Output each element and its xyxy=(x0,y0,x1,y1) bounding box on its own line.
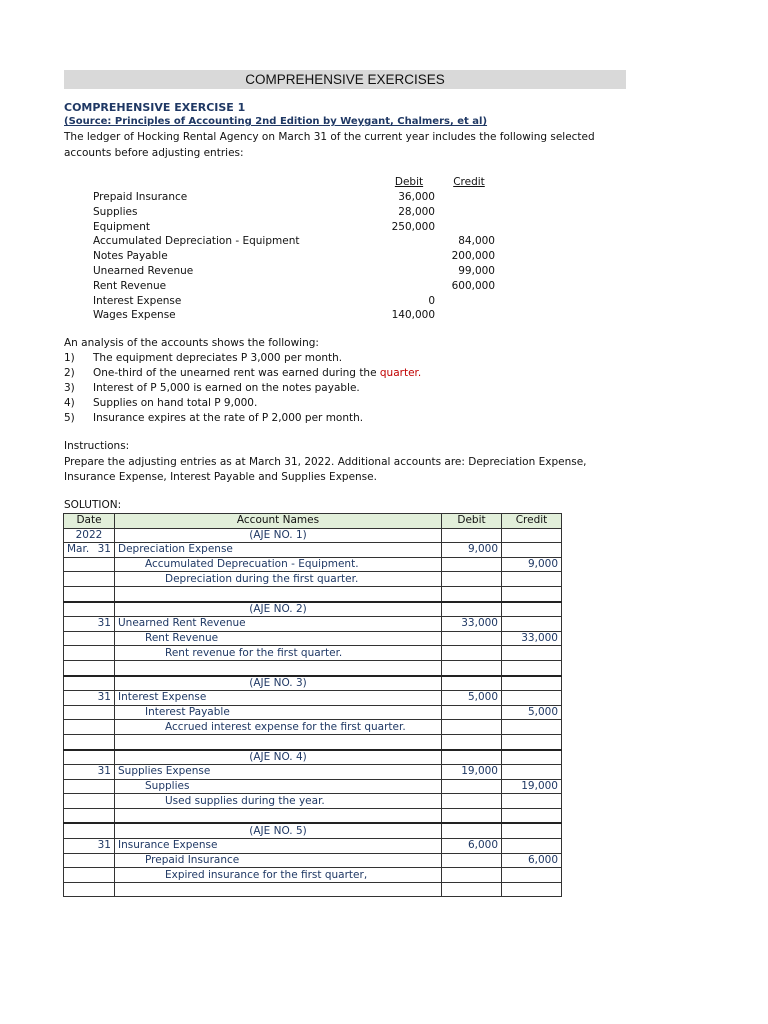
aje-header-row xyxy=(64,602,562,617)
analysis-item-number: 2) xyxy=(64,367,75,379)
credit-cell xyxy=(502,794,562,809)
ledger-account-name: Rent Revenue xyxy=(93,279,167,292)
analysis-item xyxy=(64,396,421,411)
credit-entry-row xyxy=(64,779,562,794)
header-debit: Debit xyxy=(442,514,502,529)
credit-account-name: Prepaid Insurance xyxy=(115,853,442,868)
credit-amount: 5,000 xyxy=(502,705,562,720)
aje-header-row xyxy=(64,528,562,543)
ledger-account-name: Equipment xyxy=(93,220,150,233)
debit-account-name: Supplies Expense xyxy=(115,765,442,780)
date-day: 31 xyxy=(64,839,115,854)
credit-amount: 33,000 xyxy=(502,631,562,646)
analysis-item-number: 1) xyxy=(64,352,75,364)
aje-header-row xyxy=(64,676,562,691)
debit-cell xyxy=(442,646,502,661)
blank-row xyxy=(64,734,562,749)
debit-cell xyxy=(442,779,502,794)
date-cell xyxy=(64,868,115,883)
blank-cell xyxy=(115,808,442,823)
credit-entry-row xyxy=(64,853,562,868)
credit-amount: 6,000 xyxy=(502,853,562,868)
date-day: 31 xyxy=(64,765,115,780)
date-cell xyxy=(64,794,115,809)
analysis-item-text: The equipment depreciates P 3,000 per month. xyxy=(93,352,343,364)
credit-cell xyxy=(502,646,562,661)
analysis-item xyxy=(64,381,421,396)
date-cell xyxy=(64,602,115,617)
date-cell xyxy=(64,631,115,646)
credit-cell xyxy=(502,572,562,587)
credit-cell xyxy=(502,602,562,617)
date-cell xyxy=(64,557,115,572)
ledger-account-name: Accumulated Depreciation - Equipment xyxy=(93,235,300,248)
credit-cell xyxy=(502,720,562,735)
journal-table xyxy=(63,513,562,897)
credit-cell xyxy=(502,868,562,883)
analysis-item-number: 5) xyxy=(64,412,75,424)
date-day xyxy=(64,543,115,558)
aje-number: (AJE NO. 4) xyxy=(115,750,442,765)
explanation-row xyxy=(64,572,562,587)
instructions-text: Prepare the adjusting entries as at March 31, 2022. Additional accounts are: Depreciation Expense, Insurance Expense, Interest Payable and Supplies Expense. xyxy=(64,455,587,483)
credit-cell xyxy=(502,750,562,765)
aje-header-row xyxy=(64,823,562,838)
debit-amount: 19,000 xyxy=(442,765,502,780)
instructions-label: Instructions: xyxy=(64,440,130,452)
date-day: 31 xyxy=(64,617,115,632)
date-cell xyxy=(64,646,115,661)
entry-explanation: Accrued interest expense for the first quarter. xyxy=(115,720,442,735)
ledger-row xyxy=(93,308,503,323)
ledger-credit-value: 200,000 xyxy=(451,250,495,263)
ledger-row xyxy=(93,190,503,205)
blank-row xyxy=(64,882,562,897)
ledger-debit-header: Debit xyxy=(394,176,424,188)
analysis-section xyxy=(64,336,421,426)
explanation-row xyxy=(64,720,562,735)
blank-row xyxy=(64,586,562,601)
entry-explanation: Depreciation during the first quarter. xyxy=(115,572,442,587)
analysis-item-number: 4) xyxy=(64,397,75,409)
header-date: Date xyxy=(64,514,115,529)
debit-cell xyxy=(442,853,502,868)
credit-entry-row xyxy=(64,705,562,720)
blank-cell xyxy=(115,660,442,675)
credit-amount: 19,000 xyxy=(502,779,562,794)
ledger-account-name: Wages Expense xyxy=(93,309,176,322)
credit-cell xyxy=(502,691,562,706)
blank-cell xyxy=(64,808,115,823)
ledger-row xyxy=(93,279,503,294)
debit-entry-row xyxy=(64,617,562,632)
credit-entry-row xyxy=(64,557,562,572)
ledger-debit-value: 0 xyxy=(428,294,435,307)
debit-cell xyxy=(442,823,502,838)
blank-cell xyxy=(502,660,562,675)
debit-entry-row xyxy=(64,543,562,558)
aje-number: (AJE NO. 1) xyxy=(115,528,442,543)
analysis-item xyxy=(64,351,421,366)
ledger-debit-value: 140,000 xyxy=(391,309,435,322)
aje-header-row xyxy=(64,750,562,765)
blank-cell xyxy=(115,734,442,749)
aje-number: (AJE NO. 2) xyxy=(115,602,442,617)
ledger-row xyxy=(93,264,503,279)
blank-cell xyxy=(64,660,115,675)
date-month: Mar. xyxy=(67,543,90,556)
date-cell xyxy=(64,705,115,720)
credit-amount: 9,000 xyxy=(502,557,562,572)
debit-cell xyxy=(442,528,502,543)
explanation-row xyxy=(64,794,562,809)
debit-cell xyxy=(442,602,502,617)
debit-cell xyxy=(442,794,502,809)
header-account: Account Names xyxy=(115,514,442,529)
ledger-credit-header: Credit xyxy=(453,176,485,188)
analysis-item-highlight: quarter. xyxy=(379,367,422,379)
analysis-item xyxy=(64,411,421,426)
credit-cell xyxy=(502,676,562,691)
analysis-lead: An analysis of the accounts shows the following: xyxy=(64,337,319,349)
date-cell xyxy=(64,823,115,838)
ledger-row xyxy=(93,220,503,235)
credit-cell xyxy=(502,617,562,632)
blank-cell xyxy=(442,586,502,601)
blank-cell xyxy=(442,808,502,823)
debit-amount: 5,000 xyxy=(442,691,502,706)
ledger-row xyxy=(93,249,503,264)
analysis-item xyxy=(64,366,421,381)
blank-cell xyxy=(502,808,562,823)
analysis-item-text: One-third of the unearned rent was earned during the xyxy=(93,367,380,379)
debit-amount: 9,000 xyxy=(442,543,502,558)
blank-cell xyxy=(115,882,442,897)
blank-cell xyxy=(442,882,502,897)
ledger-account-name: Unearned Revenue xyxy=(93,265,194,277)
debit-amount: 6,000 xyxy=(442,839,502,854)
analysis-item-text: Interest of P 5,000 is earned on the notes payable. xyxy=(93,382,360,394)
date-cell xyxy=(64,853,115,868)
exercise-source: (Source: Principles of Accounting 2nd Edition by Weygant, Chalmers, et al) xyxy=(64,116,488,127)
journal-header-row xyxy=(64,514,562,529)
ledger-account-name: Prepaid Insurance xyxy=(93,191,188,203)
ledger-account-name: Interest Expense xyxy=(93,294,182,307)
exercise-intro: The ledger of Hocking Rental Agency on March 31 of the current year includes the following selected accounts before adjusting entries: xyxy=(64,131,595,159)
date-cell xyxy=(64,779,115,794)
ledger-credit-value: 99,000 xyxy=(458,265,495,277)
credit-cell xyxy=(502,528,562,543)
header-credit: Credit xyxy=(502,514,562,529)
analysis-item-number: 3) xyxy=(64,382,75,394)
ledger-row xyxy=(93,205,503,220)
aje-number: (AJE NO. 3) xyxy=(115,676,442,691)
debit-cell xyxy=(442,631,502,646)
credit-cell xyxy=(502,765,562,780)
credit-account-name: Interest Payable xyxy=(115,705,442,720)
blank-cell xyxy=(64,734,115,749)
date-cell xyxy=(64,572,115,587)
ledger-credit-value: 84,000 xyxy=(458,235,495,248)
blank-cell xyxy=(64,882,115,897)
credit-cell xyxy=(502,543,562,558)
debit-entry-row xyxy=(64,839,562,854)
ledger-debit-value: 28,000 xyxy=(398,205,435,218)
debit-cell xyxy=(442,720,502,735)
blank-row xyxy=(64,808,562,823)
credit-cell xyxy=(502,839,562,854)
blank-cell xyxy=(442,660,502,675)
ledger-credit-value: 600,000 xyxy=(451,279,495,292)
date-cell xyxy=(64,720,115,735)
credit-account-name: Accumulated Deprecuation - Equipment. xyxy=(115,557,442,572)
analysis-item-text: Supplies on hand total P 9,000. xyxy=(93,397,258,409)
debit-cell xyxy=(442,676,502,691)
ledger-debit-value: 36,000 xyxy=(398,191,435,203)
entry-explanation: Used supplies during the year. xyxy=(115,794,442,809)
blank-row xyxy=(64,660,562,675)
entry-explanation: Expired insurance for the first quarter, xyxy=(115,868,442,883)
debit-account-name: Unearned Rent Revenue xyxy=(115,617,442,632)
debit-cell xyxy=(442,572,502,587)
credit-account-name: Rent Revenue xyxy=(115,631,442,646)
instructions-section xyxy=(64,439,634,486)
explanation-row xyxy=(64,868,562,883)
blank-cell xyxy=(502,882,562,897)
debit-account-name: Depreciation Expense xyxy=(115,543,442,558)
credit-entry-row xyxy=(64,631,562,646)
ledger-debit-value: 250,000 xyxy=(391,220,435,233)
date-cell xyxy=(64,750,115,765)
date-cell xyxy=(64,676,115,691)
debit-account-name: Interest Expense xyxy=(115,691,442,706)
aje-number: (AJE NO. 5) xyxy=(115,823,442,838)
credit-account-name: Supplies xyxy=(115,779,442,794)
debit-cell xyxy=(442,705,502,720)
debit-amount: 33,000 xyxy=(442,617,502,632)
exercise-title: COMPREHENSIVE EXERCISE 1 xyxy=(64,101,246,114)
blank-cell xyxy=(502,734,562,749)
blank-cell xyxy=(64,586,115,601)
date-day-number: 31 xyxy=(97,543,111,556)
ledger-row xyxy=(93,294,503,309)
date-year: 2022 xyxy=(64,528,115,543)
debit-entry-row xyxy=(64,765,562,780)
page-title: COMPREHENSIVE EXERCISES xyxy=(64,70,626,89)
credit-cell xyxy=(502,823,562,838)
blank-cell xyxy=(115,586,442,601)
ledger-account-name: Supplies xyxy=(93,205,138,218)
date-day: 31 xyxy=(64,691,115,706)
ledger-account-name: Notes Payable xyxy=(93,250,168,263)
debit-cell xyxy=(442,868,502,883)
blank-cell xyxy=(442,734,502,749)
debit-cell xyxy=(442,750,502,765)
entry-explanation: Rent revenue for the first quarter. xyxy=(115,646,442,661)
blank-cell xyxy=(502,586,562,601)
debit-entry-row xyxy=(64,691,562,706)
analysis-item-text: Insurance expires at the rate of P 2,000 per month. xyxy=(93,412,364,424)
ledger-row xyxy=(93,234,503,249)
solution-label: SOLUTION: xyxy=(64,499,122,511)
debit-account-name: Insurance Expense xyxy=(115,839,442,854)
debit-cell xyxy=(442,557,502,572)
explanation-row xyxy=(64,646,562,661)
